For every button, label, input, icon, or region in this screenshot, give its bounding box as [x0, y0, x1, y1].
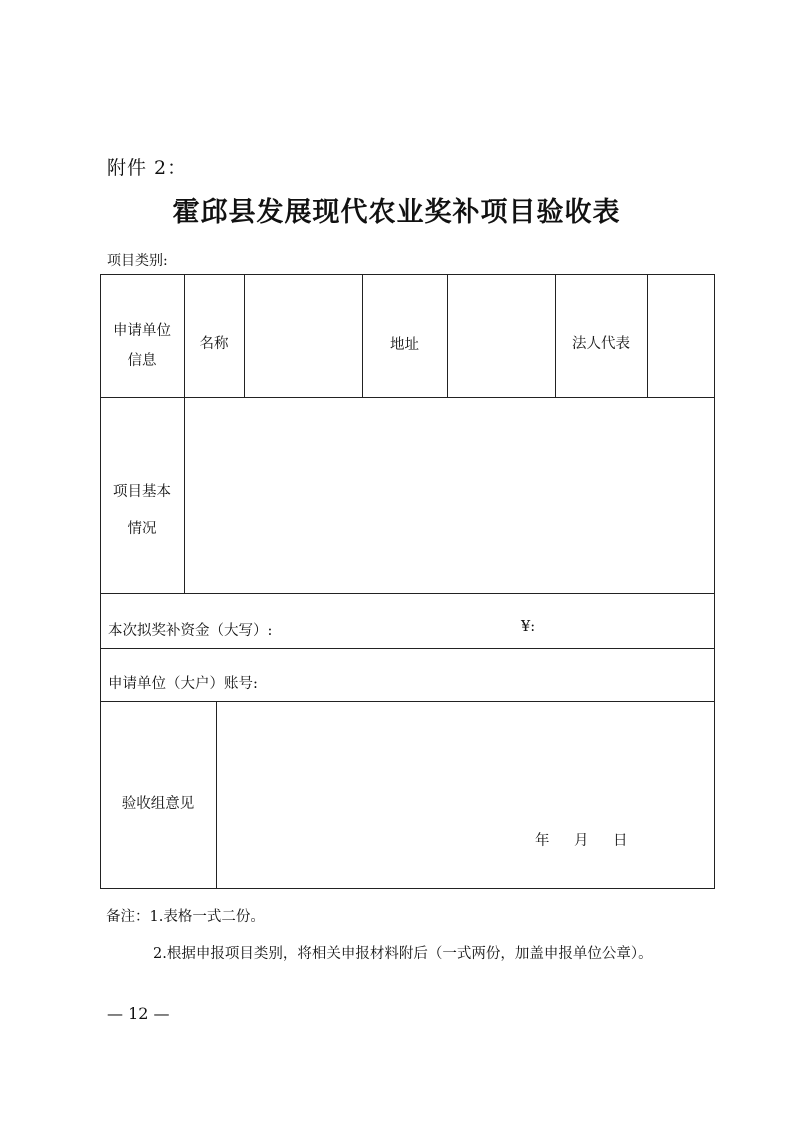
applicant-info-line1: 申请单位	[113, 323, 171, 339]
table-rule	[244, 274, 245, 398]
legal-rep-label: 法人代表	[572, 336, 630, 352]
date-year: 年	[535, 833, 550, 849]
opinion-label: 验收组意见	[121, 796, 195, 812]
address-field[interactable]	[449, 276, 553, 396]
table-rule	[100, 397, 715, 398]
table-rule	[647, 274, 648, 398]
applicant-info-line2: 信息	[127, 353, 157, 369]
applicant-info-label	[100, 316, 184, 376]
table-rule	[184, 274, 185, 594]
address-label: 地址	[390, 337, 419, 353]
date-month: 月	[574, 833, 589, 849]
yen-amount-label: ¥:	[521, 619, 536, 635]
table-rule	[100, 593, 715, 594]
name-label: 名称	[199, 336, 229, 352]
attachment-label: 附件 2：	[107, 157, 188, 179]
page-title: 霍邱县发展现代农业奖补项目验收表	[172, 197, 621, 228]
account-number-label: 申请单位（大户）账号:	[108, 676, 258, 692]
legal-rep-field[interactable]	[649, 276, 713, 396]
opinion-field[interactable]	[218, 703, 713, 887]
date-day: 日	[613, 833, 628, 849]
table-rule	[216, 701, 217, 889]
table-rule	[100, 701, 715, 702]
page-number: — 12 —	[107, 1004, 170, 1023]
project-basic-line2: 情况	[127, 521, 157, 537]
subsidy-amount-label: 本次拟奖补资金（大写）:	[108, 623, 273, 639]
table-rule	[447, 274, 448, 398]
project-basic-field[interactable]	[186, 399, 713, 592]
remark-2: 2.根据申报项目类别，将相关申报材料附后（一式两份，加盖申报单位公章）。	[153, 946, 653, 962]
project-basic-label	[100, 474, 184, 548]
table-border-right	[714, 274, 715, 889]
table-border-bottom	[100, 888, 715, 889]
name-field[interactable]	[246, 276, 360, 396]
remark-1: 备注：1.表格一式二份。	[106, 909, 265, 925]
table-border-top	[100, 274, 715, 275]
project-basic-line1: 项目基本	[113, 484, 171, 500]
project-category-label: 项目类别:	[107, 253, 168, 269]
table-rule	[100, 648, 715, 649]
